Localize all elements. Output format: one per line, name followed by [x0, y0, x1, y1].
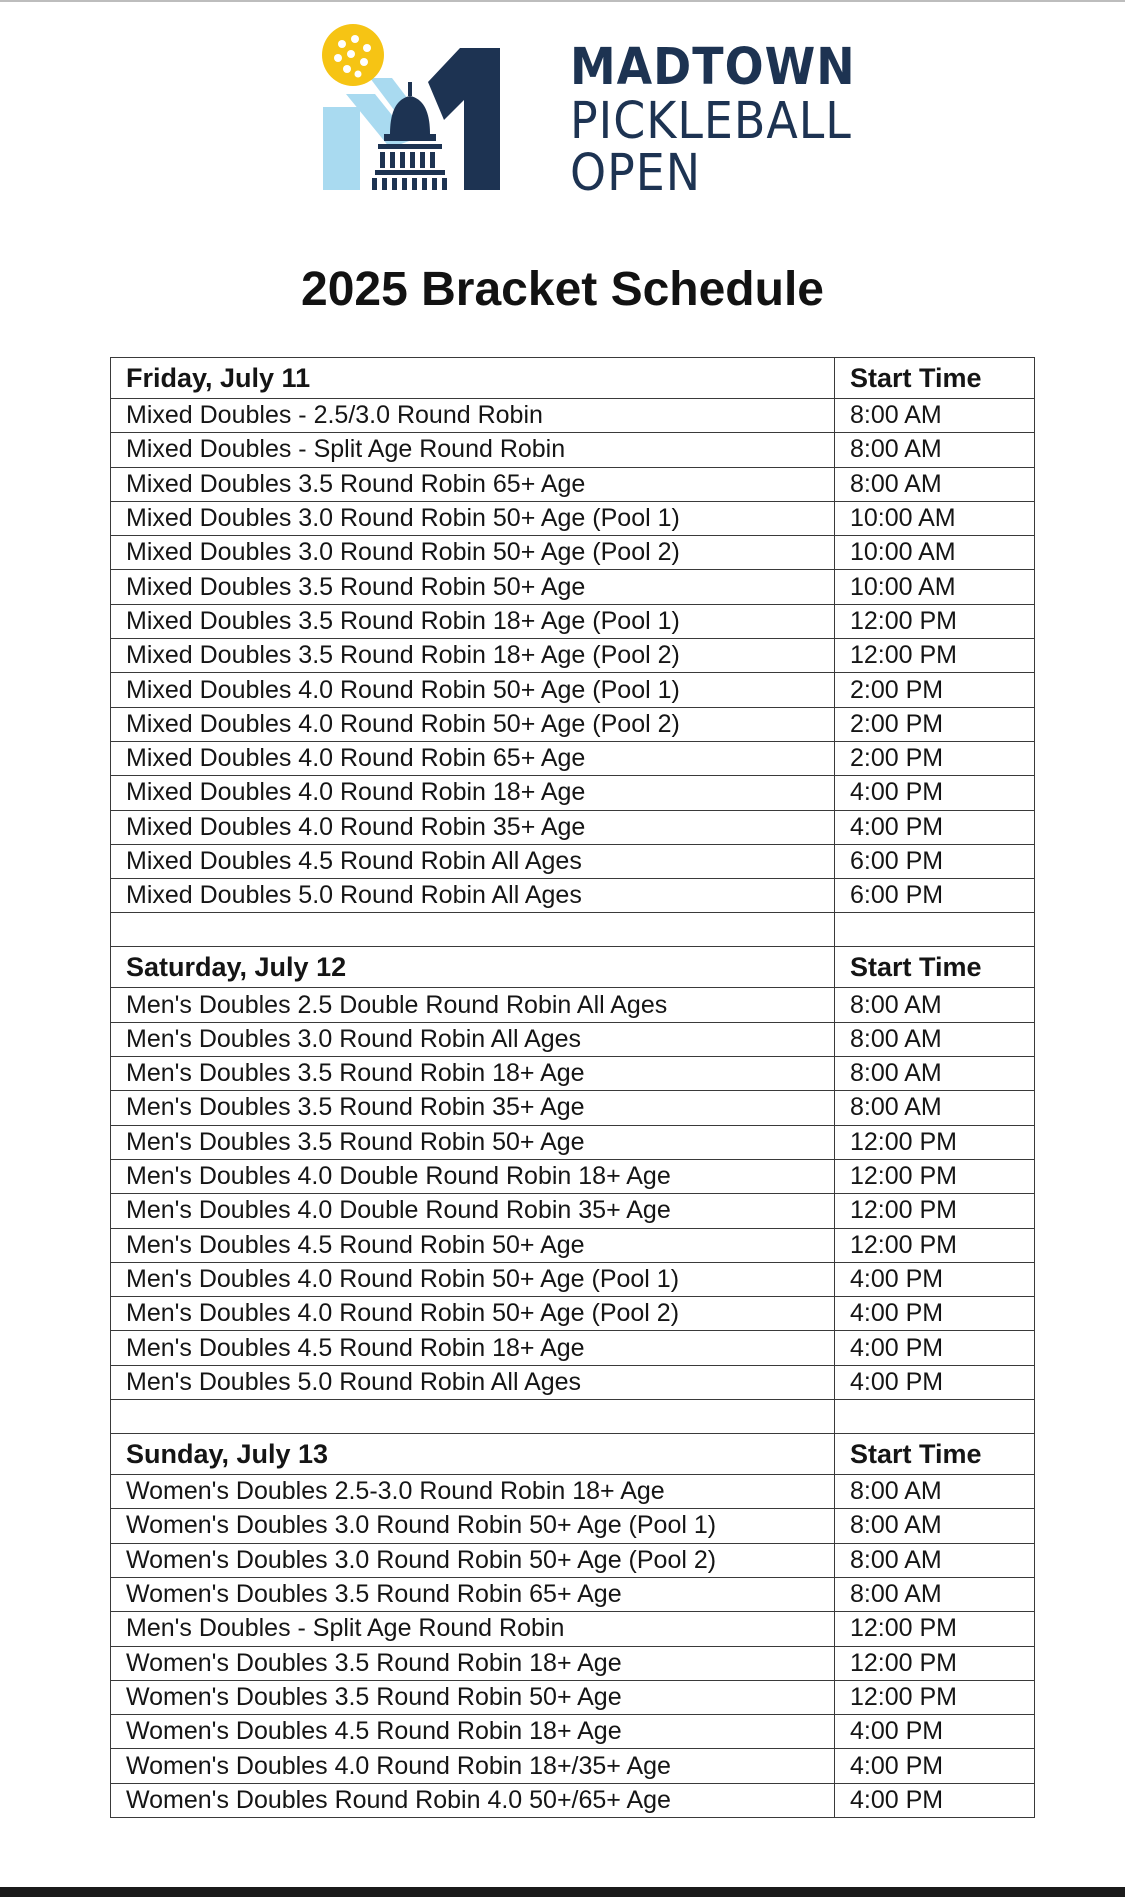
- table-row: [111, 1646, 1035, 1680]
- event-name: Women's Doubles 3.5 Round Robin 65+ Age: [111, 1577, 835, 1611]
- table-row: [111, 776, 1035, 810]
- table-row: [111, 1365, 1035, 1399]
- table-row: [111, 570, 1035, 604]
- start-time: 4:00 PM: [835, 810, 1035, 844]
- spacer-row: [111, 913, 1035, 947]
- event-name: Women's Doubles 4.0 Round Robin 18+/35+ Age: [111, 1749, 835, 1783]
- start-time: 4:00 PM: [835, 1783, 1035, 1817]
- event-name: Men's Doubles 2.5 Double Round Robin All Ages: [111, 988, 835, 1022]
- schedule-table: [110, 357, 1035, 1818]
- start-time: 4:00 PM: [835, 1365, 1035, 1399]
- event-name: Mixed Doubles 4.0 Round Robin 18+ Age: [111, 776, 835, 810]
- event-name: Men's Doubles 4.0 Double Round Robin 35+ Age: [111, 1194, 835, 1228]
- start-time: 8:00 AM: [835, 467, 1035, 501]
- event-name: Women's Doubles 3.0 Round Robin 50+ Age (Pool 1): [111, 1509, 835, 1543]
- start-time: 12:00 PM: [835, 1612, 1035, 1646]
- start-time: 8:00 AM: [835, 988, 1035, 1022]
- table-row: [111, 1022, 1035, 1056]
- bottom-bar: [0, 1887, 1125, 1897]
- day-header-row: [111, 947, 1035, 988]
- table-row: [111, 707, 1035, 741]
- start-time: 2:00 PM: [835, 707, 1035, 741]
- event-name: Mixed Doubles 3.0 Round Robin 50+ Age (Pool 1): [111, 501, 835, 535]
- start-time: 10:00 AM: [835, 501, 1035, 535]
- table-row: [111, 1262, 1035, 1296]
- start-time: 4:00 PM: [835, 1715, 1035, 1749]
- event-name: Mixed Doubles - Split Age Round Robin: [111, 433, 835, 467]
- table-row: [111, 1091, 1035, 1125]
- table-row: [111, 604, 1035, 638]
- spacer-cell: [111, 913, 835, 947]
- table-row: [111, 433, 1035, 467]
- brand-line-pickleball: PICKLEBALL: [570, 92, 852, 151]
- madtown-logo: [320, 22, 856, 203]
- event-name: Men's Doubles 3.5 Round Robin 35+ Age: [111, 1091, 835, 1125]
- start-time: 2:00 PM: [835, 741, 1035, 775]
- table-row: [111, 1577, 1035, 1611]
- table-row: [111, 1749, 1035, 1783]
- table-row: [111, 741, 1035, 775]
- day-label: Saturday, July 12: [111, 947, 835, 988]
- start-time: 8:00 AM: [835, 1543, 1035, 1577]
- event-name: Men's Doubles 5.0 Round Robin All Ages: [111, 1365, 835, 1399]
- table-row: [111, 399, 1035, 433]
- event-name: Mixed Doubles 4.0 Round Robin 50+ Age (Pool 2): [111, 707, 835, 741]
- table-row: [111, 1715, 1035, 1749]
- event-name: Men's Doubles 4.5 Round Robin 18+ Age: [111, 1331, 835, 1365]
- table-row: [111, 467, 1035, 501]
- spacer-cell: [835, 1400, 1035, 1434]
- event-name: Mixed Doubles 3.5 Round Robin 18+ Age (Pool 1): [111, 604, 835, 638]
- event-name: Women's Doubles 3.5 Round Robin 50+ Age: [111, 1680, 835, 1714]
- event-name: Women's Doubles 2.5-3.0 Round Robin 18+ Age: [111, 1475, 835, 1509]
- start-time: 12:00 PM: [835, 1159, 1035, 1193]
- table-row: [111, 1194, 1035, 1228]
- event-name: Mixed Doubles 4.0 Round Robin 35+ Age: [111, 810, 835, 844]
- start-time: 12:00 PM: [835, 604, 1035, 638]
- table-row: [111, 844, 1035, 878]
- table-row: [111, 1680, 1035, 1714]
- start-time: 8:00 AM: [835, 399, 1035, 433]
- start-time: 12:00 PM: [835, 1125, 1035, 1159]
- day-header-row: [111, 358, 1035, 399]
- event-name: Mixed Doubles 4.0 Round Robin 50+ Age (Pool 1): [111, 673, 835, 707]
- start-time: 12:00 PM: [835, 639, 1035, 673]
- event-name: Women's Doubles Round Robin 4.0 50+/65+ Age: [111, 1783, 835, 1817]
- page-title: 2025 Bracket Schedule: [301, 263, 824, 316]
- table-row: [111, 673, 1035, 707]
- start-time: 8:00 AM: [835, 1509, 1035, 1543]
- day-label: Sunday, July 13: [111, 1434, 835, 1475]
- event-name: Mixed Doubles 5.0 Round Robin All Ages: [111, 879, 835, 913]
- start-time: 8:00 AM: [835, 433, 1035, 467]
- event-name: Women's Doubles 3.5 Round Robin 18+ Age: [111, 1646, 835, 1680]
- table-row: [111, 1159, 1035, 1193]
- event-name: Women's Doubles 4.5 Round Robin 18+ Age: [111, 1715, 835, 1749]
- table-row: [111, 988, 1035, 1022]
- start-time: 4:00 PM: [835, 1297, 1035, 1331]
- start-time: 8:00 AM: [835, 1022, 1035, 1056]
- day-header-row: [111, 1434, 1035, 1475]
- event-name: Mixed Doubles 3.5 Round Robin 18+ Age (Pool 2): [111, 639, 835, 673]
- event-name: Men's Doubles 4.0 Round Robin 50+ Age (Pool 1): [111, 1262, 835, 1296]
- spacer-cell: [835, 913, 1035, 947]
- start-time: 4:00 PM: [835, 1749, 1035, 1783]
- start-time: 10:00 AM: [835, 570, 1035, 604]
- event-name: Mixed Doubles 3.5 Round Robin 65+ Age: [111, 467, 835, 501]
- event-name: Mixed Doubles - 2.5/3.0 Round Robin: [111, 399, 835, 433]
- event-name: Men's Doubles 3.5 Round Robin 18+ Age: [111, 1057, 835, 1091]
- start-time-header: Start Time: [835, 358, 1035, 399]
- table-row: [111, 1543, 1035, 1577]
- event-name: Women's Doubles 3.0 Round Robin 50+ Age (Pool 2): [111, 1543, 835, 1577]
- start-time: 12:00 PM: [835, 1680, 1035, 1714]
- start-time: 12:00 PM: [835, 1194, 1035, 1228]
- table-row: [111, 1297, 1035, 1331]
- start-time: 8:00 AM: [835, 1577, 1035, 1611]
- table-row: [111, 810, 1035, 844]
- table-row: [111, 1057, 1035, 1091]
- event-name: Mixed Doubles 4.5 Round Robin All Ages: [111, 844, 835, 878]
- schedule-body: [111, 358, 1035, 1818]
- event-name: Mixed Doubles 4.0 Round Robin 65+ Age: [111, 741, 835, 775]
- event-name: Men's Doubles 3.0 Round Robin All Ages: [111, 1022, 835, 1056]
- start-time: 8:00 AM: [835, 1057, 1035, 1091]
- top-border: [0, 0, 1125, 2]
- start-time-header: Start Time: [835, 1434, 1035, 1475]
- start-time: 4:00 PM: [835, 776, 1035, 810]
- event-name: Men's Doubles 4.0 Double Round Robin 18+ Age: [111, 1159, 835, 1193]
- table-row: [111, 1509, 1035, 1543]
- table-row: [111, 1475, 1035, 1509]
- table-row: [111, 1331, 1035, 1365]
- event-name: Mixed Doubles 3.5 Round Robin 50+ Age: [111, 570, 835, 604]
- start-time: 8:00 AM: [835, 1475, 1035, 1509]
- start-time: 12:00 PM: [835, 1646, 1035, 1680]
- start-time: 6:00 PM: [835, 879, 1035, 913]
- start-time: 6:00 PM: [835, 844, 1035, 878]
- table-row: [111, 536, 1035, 570]
- start-time: 12:00 PM: [835, 1228, 1035, 1262]
- table-row: [111, 1612, 1035, 1646]
- table-row: [111, 1125, 1035, 1159]
- start-time: 8:00 AM: [835, 1091, 1035, 1125]
- event-name: Men's Doubles - Split Age Round Robin: [111, 1612, 835, 1646]
- brand-line-open: OPEN: [570, 144, 702, 203]
- brand-wordmark: [570, 38, 856, 203]
- event-name: Men's Doubles 3.5 Round Robin 50+ Age: [111, 1125, 835, 1159]
- table-row: [111, 639, 1035, 673]
- table-row: [111, 879, 1035, 913]
- start-time: 4:00 PM: [835, 1262, 1035, 1296]
- event-name: Mixed Doubles 3.0 Round Robin 50+ Age (Pool 2): [111, 536, 835, 570]
- event-name: Men's Doubles 4.5 Round Robin 50+ Age: [111, 1228, 835, 1262]
- start-time: 10:00 AM: [835, 536, 1035, 570]
- start-time: 2:00 PM: [835, 673, 1035, 707]
- start-time: 4:00 PM: [835, 1331, 1035, 1365]
- event-name: Men's Doubles 4.0 Round Robin 50+ Age (Pool 2): [111, 1297, 835, 1331]
- brand-line-madtown: MADTOWN: [570, 38, 856, 97]
- spacer-cell: [111, 1400, 835, 1434]
- day-label: Friday, July 11: [111, 358, 835, 399]
- start-time-header: Start Time: [835, 947, 1035, 988]
- table-row: [111, 1783, 1035, 1817]
- table-row: [111, 501, 1035, 535]
- table-row: [111, 1228, 1035, 1262]
- logo-mark-icon: [320, 22, 560, 202]
- spacer-row: [111, 1400, 1035, 1434]
